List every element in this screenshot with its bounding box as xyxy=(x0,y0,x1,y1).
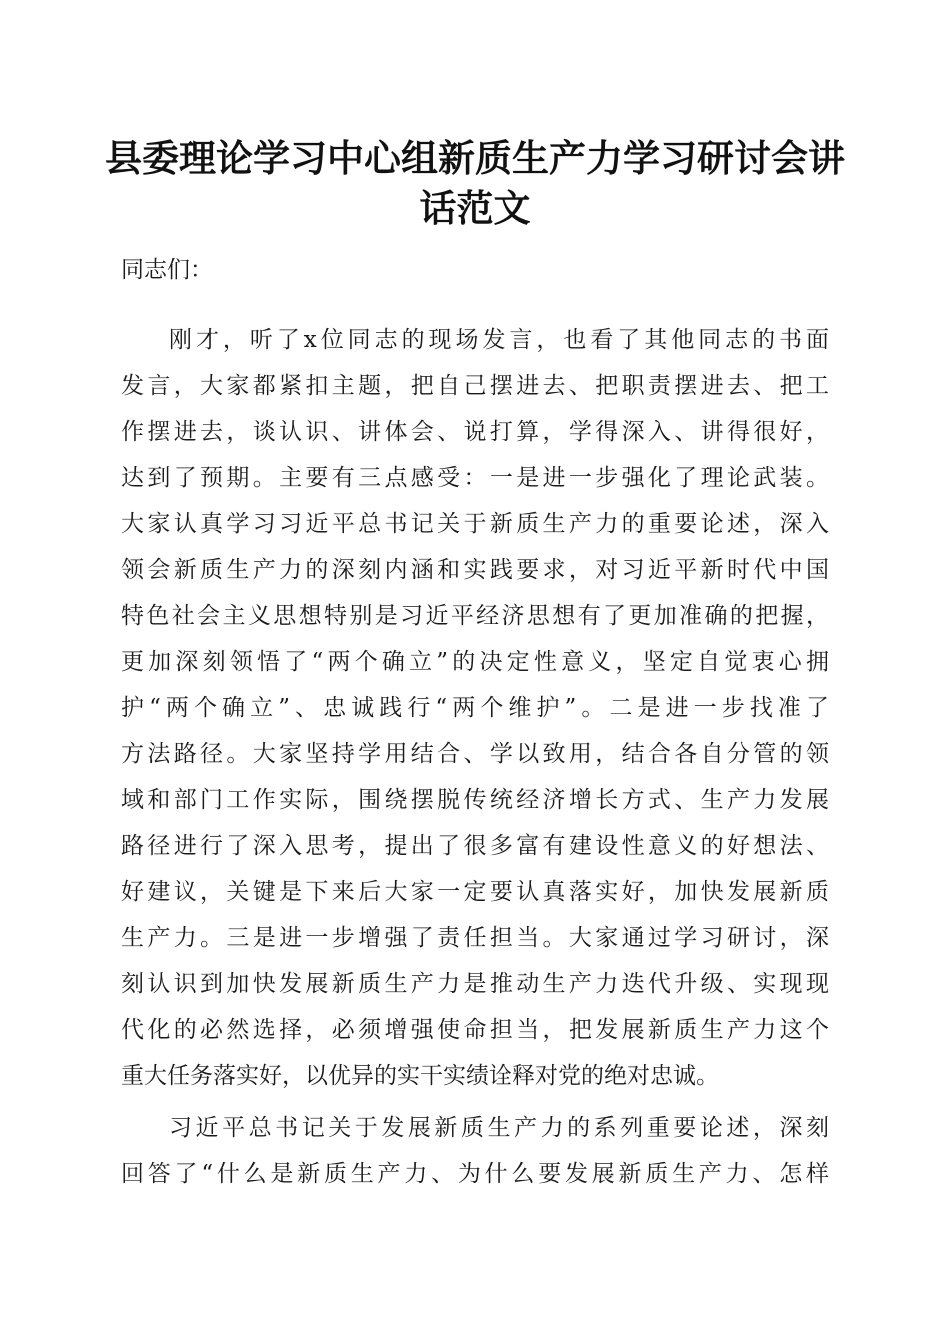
paragraph-line: 领会新质生产力的深刻内涵和实践要求，对习近平新时代中国 xyxy=(121,557,829,583)
paragraph-line: 作摆进去，谈认识、讲体会、说打算，学得深入、讲得很好， xyxy=(121,419,829,445)
paragraph-line: 大家认真学习习近平总书记关于新质生产力的重要论述，深入 xyxy=(121,511,829,537)
paragraph-line: 更加深刻领悟了“两个确立”的决定性意义，坚定自觉衷心拥 xyxy=(121,649,829,675)
paragraph-line: 路径进行了深入思考，提出了很多富有建设性意义的好想法、 xyxy=(121,833,829,859)
paragraph-line: 特色社会主义思想特别是习近平经济思想有了更加准确的把握， xyxy=(121,603,829,629)
document-title-line-2: 话范文 xyxy=(419,186,531,230)
paragraph-line: 回答了“什么是新质生产力、为什么要发展新质生产力、怎样 xyxy=(121,1161,829,1187)
paragraph-line: 代化的必然选择，必须增强使命担当，把发展新质生产力这个 xyxy=(121,1017,829,1043)
paragraph-line: 好建议，关键是下来后大家一定要认真落实好，加快发展新质 xyxy=(121,879,829,905)
paragraph-line: 护“两个确立”、忠诚践行“两个维护”。二是进一步找准了 xyxy=(121,695,829,721)
paragraph-line: 域和部门工作实际，围绕摆脱传统经济增长方式、生产力发展 xyxy=(121,787,829,813)
paragraph-line: 方法路径。大家坚持学用结合、学以致用，结合各自分管的领 xyxy=(121,741,829,767)
salutation: 同志们： xyxy=(121,257,213,283)
paragraph-line: 达到了预期。主要有三点感受：一是进一步强化了理论武装。 xyxy=(121,465,829,491)
paragraph-line: 生产力。三是进一步增强了责任担当。大家通过学习研讨，深 xyxy=(121,925,829,951)
paragraph-line: 重大任务落实好，以优异的实干实绩诠释对党的绝对忠诚。 xyxy=(121,1063,719,1089)
paragraph-line: 发言，大家都紧扣主题，把自己摆进去、把职责摆进去、把工 xyxy=(121,373,829,399)
paragraph-line: 习近平总书记关于发展新质生产力的系列重要论述，深刻 xyxy=(169,1115,829,1141)
document-title-line-1: 县委理论学习中心组新质生产力学习研讨会讲 xyxy=(105,136,845,180)
paragraph-line: 刚才，听了x位同志的现场发言，也看了其他同志的书面 xyxy=(169,327,829,353)
paragraph-line: 刻认识到加快发展新质生产力是推动生产力迭代升级、实现现 xyxy=(121,971,829,997)
